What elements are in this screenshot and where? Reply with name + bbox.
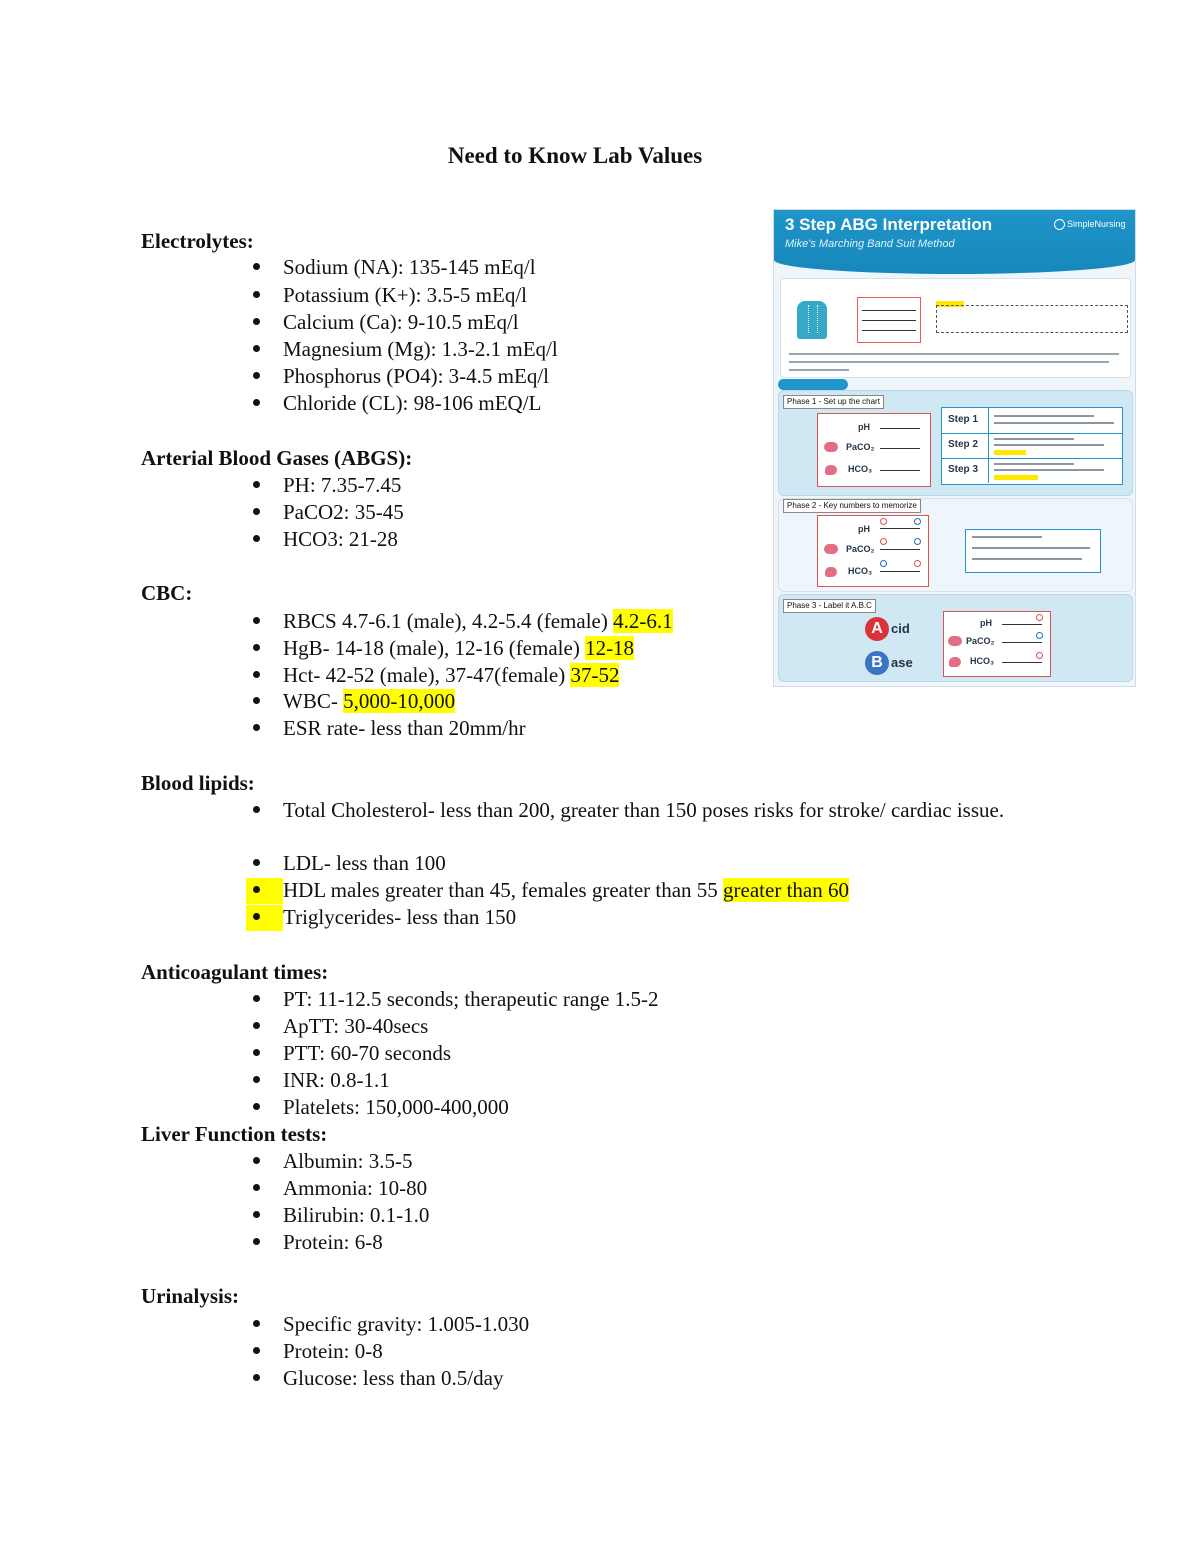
list-item: Sodium (NA): 135-145 mEq/l [283,255,536,279]
phase-2-label: Phase 2 - Key numbers to memorize [783,499,921,513]
bullet-icon [253,1238,260,1245]
abg-chart-box: pH PaCO₂ HCO₃ [817,515,929,587]
phase-1-label: Phase 1 - Set up the chart [783,395,884,409]
step-row: Step 2 [942,433,1122,459]
base-circle-icon: B [865,651,889,675]
mini-abg-chart [857,297,921,343]
list-item: Total Cholesterol- less than 200, greater than 150 poses risks for stroke/ cardiac issue. [283,798,1005,822]
bullet-icon [253,617,260,624]
list-item: HDL males greater than 45, females greater than 55 greater than 60 [283,878,849,902]
lung-icon [824,544,838,554]
kidney-icon [949,657,961,667]
lung-icon [824,442,838,452]
bullet-highlight [246,878,283,904]
bullet-icon [253,1184,260,1191]
list-item: Chloride (CL): 98-106 mEQ/L [283,391,542,415]
highlighted-value: 12-18 [585,636,635,660]
bullet-highlight [246,905,283,931]
list-item: Protein: 0-8 [283,1339,383,1363]
step-row: Step 3 [942,458,1122,483]
kidney-icon [825,567,837,577]
bullet-icon [253,1103,260,1110]
phase-3-panel [778,594,1133,682]
infographic-title: 3 Step ABG Interpretation [785,215,993,234]
bullet-icon [253,1211,260,1218]
brand-logo: SimpleNursing [1054,219,1126,230]
list-item: INR: 0.8-1.1 [283,1068,390,1092]
bullet-icon [253,481,260,488]
bullet-icon [253,318,260,325]
bullet-icon [253,263,260,270]
bullet-icon [253,697,260,704]
lung-icon [948,636,962,646]
bullet-icon [253,671,260,678]
base-label: ase [891,655,913,670]
setup-chart-tag [778,379,848,390]
abg-infographic [773,209,1136,687]
band-suit-icon [797,301,827,339]
bullet-icon [253,1320,260,1327]
list-item: Bilirubin: 0.1-1.0 [283,1203,430,1227]
bullet-icon [253,1076,260,1083]
abg-chart-box: pH PaCO₂ HCO₃ [817,413,931,487]
acid-circle-icon: A [865,617,889,641]
marching-band-card [780,278,1131,378]
bullet-icon [253,859,260,866]
list-item: Magnesium (Mg): 1.3-2.1 mEq/l [283,337,558,361]
phase-2-panel [778,498,1133,592]
note-box [936,305,1128,333]
list-item: PH: 7.35-7.45 [283,473,402,497]
bullet-icon [253,1347,260,1354]
bullet-icon [253,913,260,920]
list-item: Specific gravity: 1.005-1.030 [283,1312,530,1336]
bullet-icon [253,1157,260,1164]
list-item: HCO3: 21-28 [283,527,398,551]
list-item: Hct- 42-52 (male), 37-47(female) 37-52 [283,663,620,687]
steps-table [941,407,1123,485]
list-item: Glucose: less than 0.5/day [283,1366,504,1390]
highlighted-value: 4.2-6.1 [613,609,673,633]
acid-label: cid [891,621,910,636]
section-heading-cbc: CBC: [141,581,193,605]
list-item: PT: 11-12.5 seconds; therapeutic range 1.5-2 [283,987,659,1011]
list-item: PTT: 60-70 seconds [283,1041,452,1065]
bullet-icon [253,644,260,651]
bullet-icon [253,291,260,298]
section-heading-abgs: Arterial Blood Gases (ABGS): [141,446,413,470]
bullet-icon [253,1049,260,1056]
section-heading-lipids: Blood lipids: [141,771,255,795]
kidney-icon [825,465,837,475]
page-title: Need to Know Lab Values [447,143,703,168]
section-heading-anticoagulant: Anticoagulant times: [141,960,329,984]
step-row: Step 1 [942,408,1122,434]
list-item: HgB- 14-18 (male), 12-16 (female) 12-18 [283,636,635,660]
list-item: Calcium (Ca): 9-10.5 mEq/l [283,310,519,334]
list-item: Platelets: 150,000-400,000 [283,1095,509,1119]
abg-chart-box: pH PaCO₂ HCO₃ [943,611,1051,677]
infographic-subtitle: Mike's Marching Band Suit Method [785,238,955,250]
bullet-icon [253,345,260,352]
section-heading-liver: Liver Function tests: [141,1122,328,1146]
list-item: RBCS 4.7-6.1 (male), 4.2-5.4 (female) 4.2-6.1 [283,609,673,633]
list-item: ESR rate- less than 20mm/hr [283,716,526,740]
list-item: Triglycerides- less than 150 [283,905,517,929]
list-item: Protein: 6-8 [283,1230,383,1254]
highlighted-value: 37-52 [570,663,620,687]
bullet-icon [253,806,260,813]
section-heading-electrolytes: Electrolytes: [141,229,254,253]
bullet-icon [253,886,260,893]
highlighted-value: greater than 60 [723,878,849,902]
bullet-icon [253,399,260,406]
list-item: ApTT: 30-40secs [283,1014,429,1038]
list-item: Albumin: 3.5-5 [283,1149,413,1173]
list-item: LDL- less than 100 [283,851,446,875]
bullet-icon [253,372,260,379]
phase-1-panel [778,390,1133,496]
phase-3-label: Phase 3 - Label it A.B.C [783,599,876,613]
list-item: Ammonia: 10-80 [283,1176,428,1200]
infographic-banner [774,210,1135,274]
bullet-icon [253,508,260,515]
highlighted-value: 5,000-10,000 [343,689,456,713]
bullet-icon [253,724,260,731]
bullet-icon [253,995,260,1002]
brand-icon [1054,219,1065,230]
bullet-icon [253,1374,260,1381]
bullet-icon [253,1022,260,1029]
list-item: Phosphorus (PO4): 3-4.5 mEq/l [283,364,550,388]
bullet-icon [253,535,260,542]
list-item: PaCO2: 35-45 [283,500,404,524]
list-item: Potassium (K+): 3.5-5 mEq/l [283,283,528,307]
memorize-box [965,529,1101,573]
list-item: WBC- 5,000-10,000 [283,689,456,713]
section-heading-urinalysis: Urinalysis: [141,1284,240,1308]
